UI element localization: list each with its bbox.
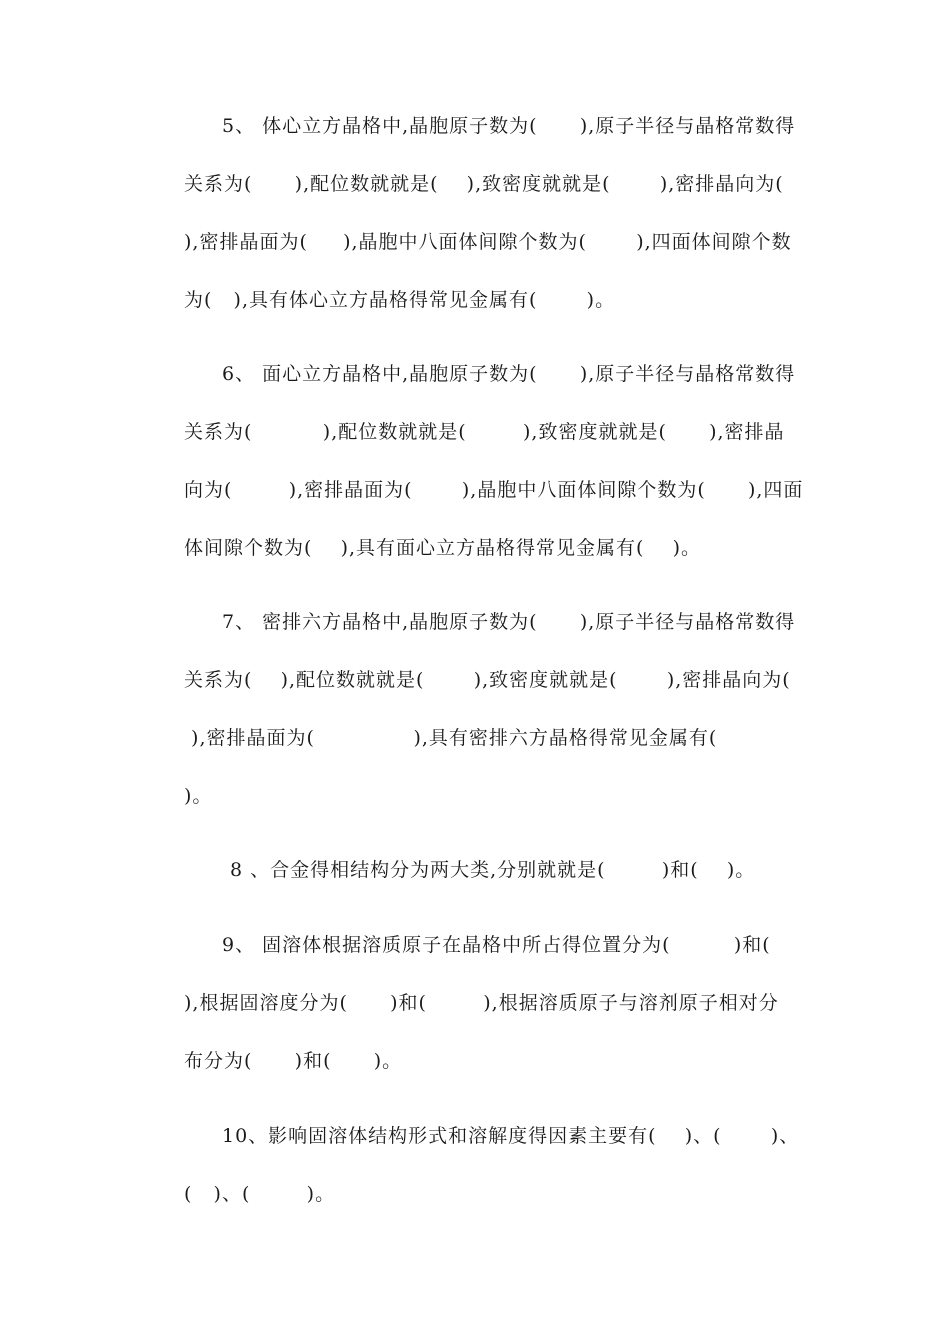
q9-line-1: 9、 固溶体根据溶质原子在晶格中所占得位置分为( )和(	[222, 934, 771, 956]
q5-line-4: 为( ),具有体心立方晶格得常见金属有( )。	[184, 289, 616, 311]
q7-line-3: ),密排晶面为( ),具有密排六方晶格得常见金属有(	[184, 727, 718, 749]
q6-line-4: 体间隙个数为( ),具有面心立方晶格得常见金属有( )。	[184, 537, 702, 559]
q6-line-2: 关系为( ),配位数就就是( ),致密度就就是( ),密排晶	[184, 421, 785, 443]
q6-line-3: 向为( ),密排晶面为( ),晶胞中八面体间隙个数为( ),四面	[184, 479, 804, 501]
q7-line-2: 关系为( ),配位数就就是( ),致密度就就是( ),密排晶向为(	[184, 669, 791, 691]
q10-line-1: 10、影响固溶体结构形式和溶解度得因素主要有( )、( )、	[222, 1125, 800, 1147]
q8-line-1: 8 、合金得相结构分为两大类,分别就就是( )和( )。	[230, 859, 756, 881]
q6-line-1: 6、 面心立方晶格中,晶胞原子数为( ),原子半径与晶格常数得	[222, 363, 796, 385]
q7-line-4: )。	[184, 785, 213, 807]
q7-line-1: 7、 密排六方晶格中,晶胞原子数为( ),原子半径与晶格常数得	[222, 611, 796, 633]
q5-line-2: 关系为( ),配位数就就是( ),致密度就就是( ),密排晶向为(	[184, 173, 784, 195]
q9-line-3: 布分为( )和( )。	[184, 1050, 403, 1072]
q5-line-3: ),密排晶面为( ),晶胞中八面体间隙个数为( ),四面体间隙个数	[184, 231, 792, 253]
q9-line-2: ),根据固溶度分为( )和( ),根据溶质原子与溶剂原子相对分	[184, 992, 779, 1014]
q10-line-2: ( )、( )。	[184, 1183, 336, 1205]
q5-line-1: 5、 体心立方晶格中,晶胞原子数为( ),原子半径与晶格常数得	[222, 115, 796, 137]
